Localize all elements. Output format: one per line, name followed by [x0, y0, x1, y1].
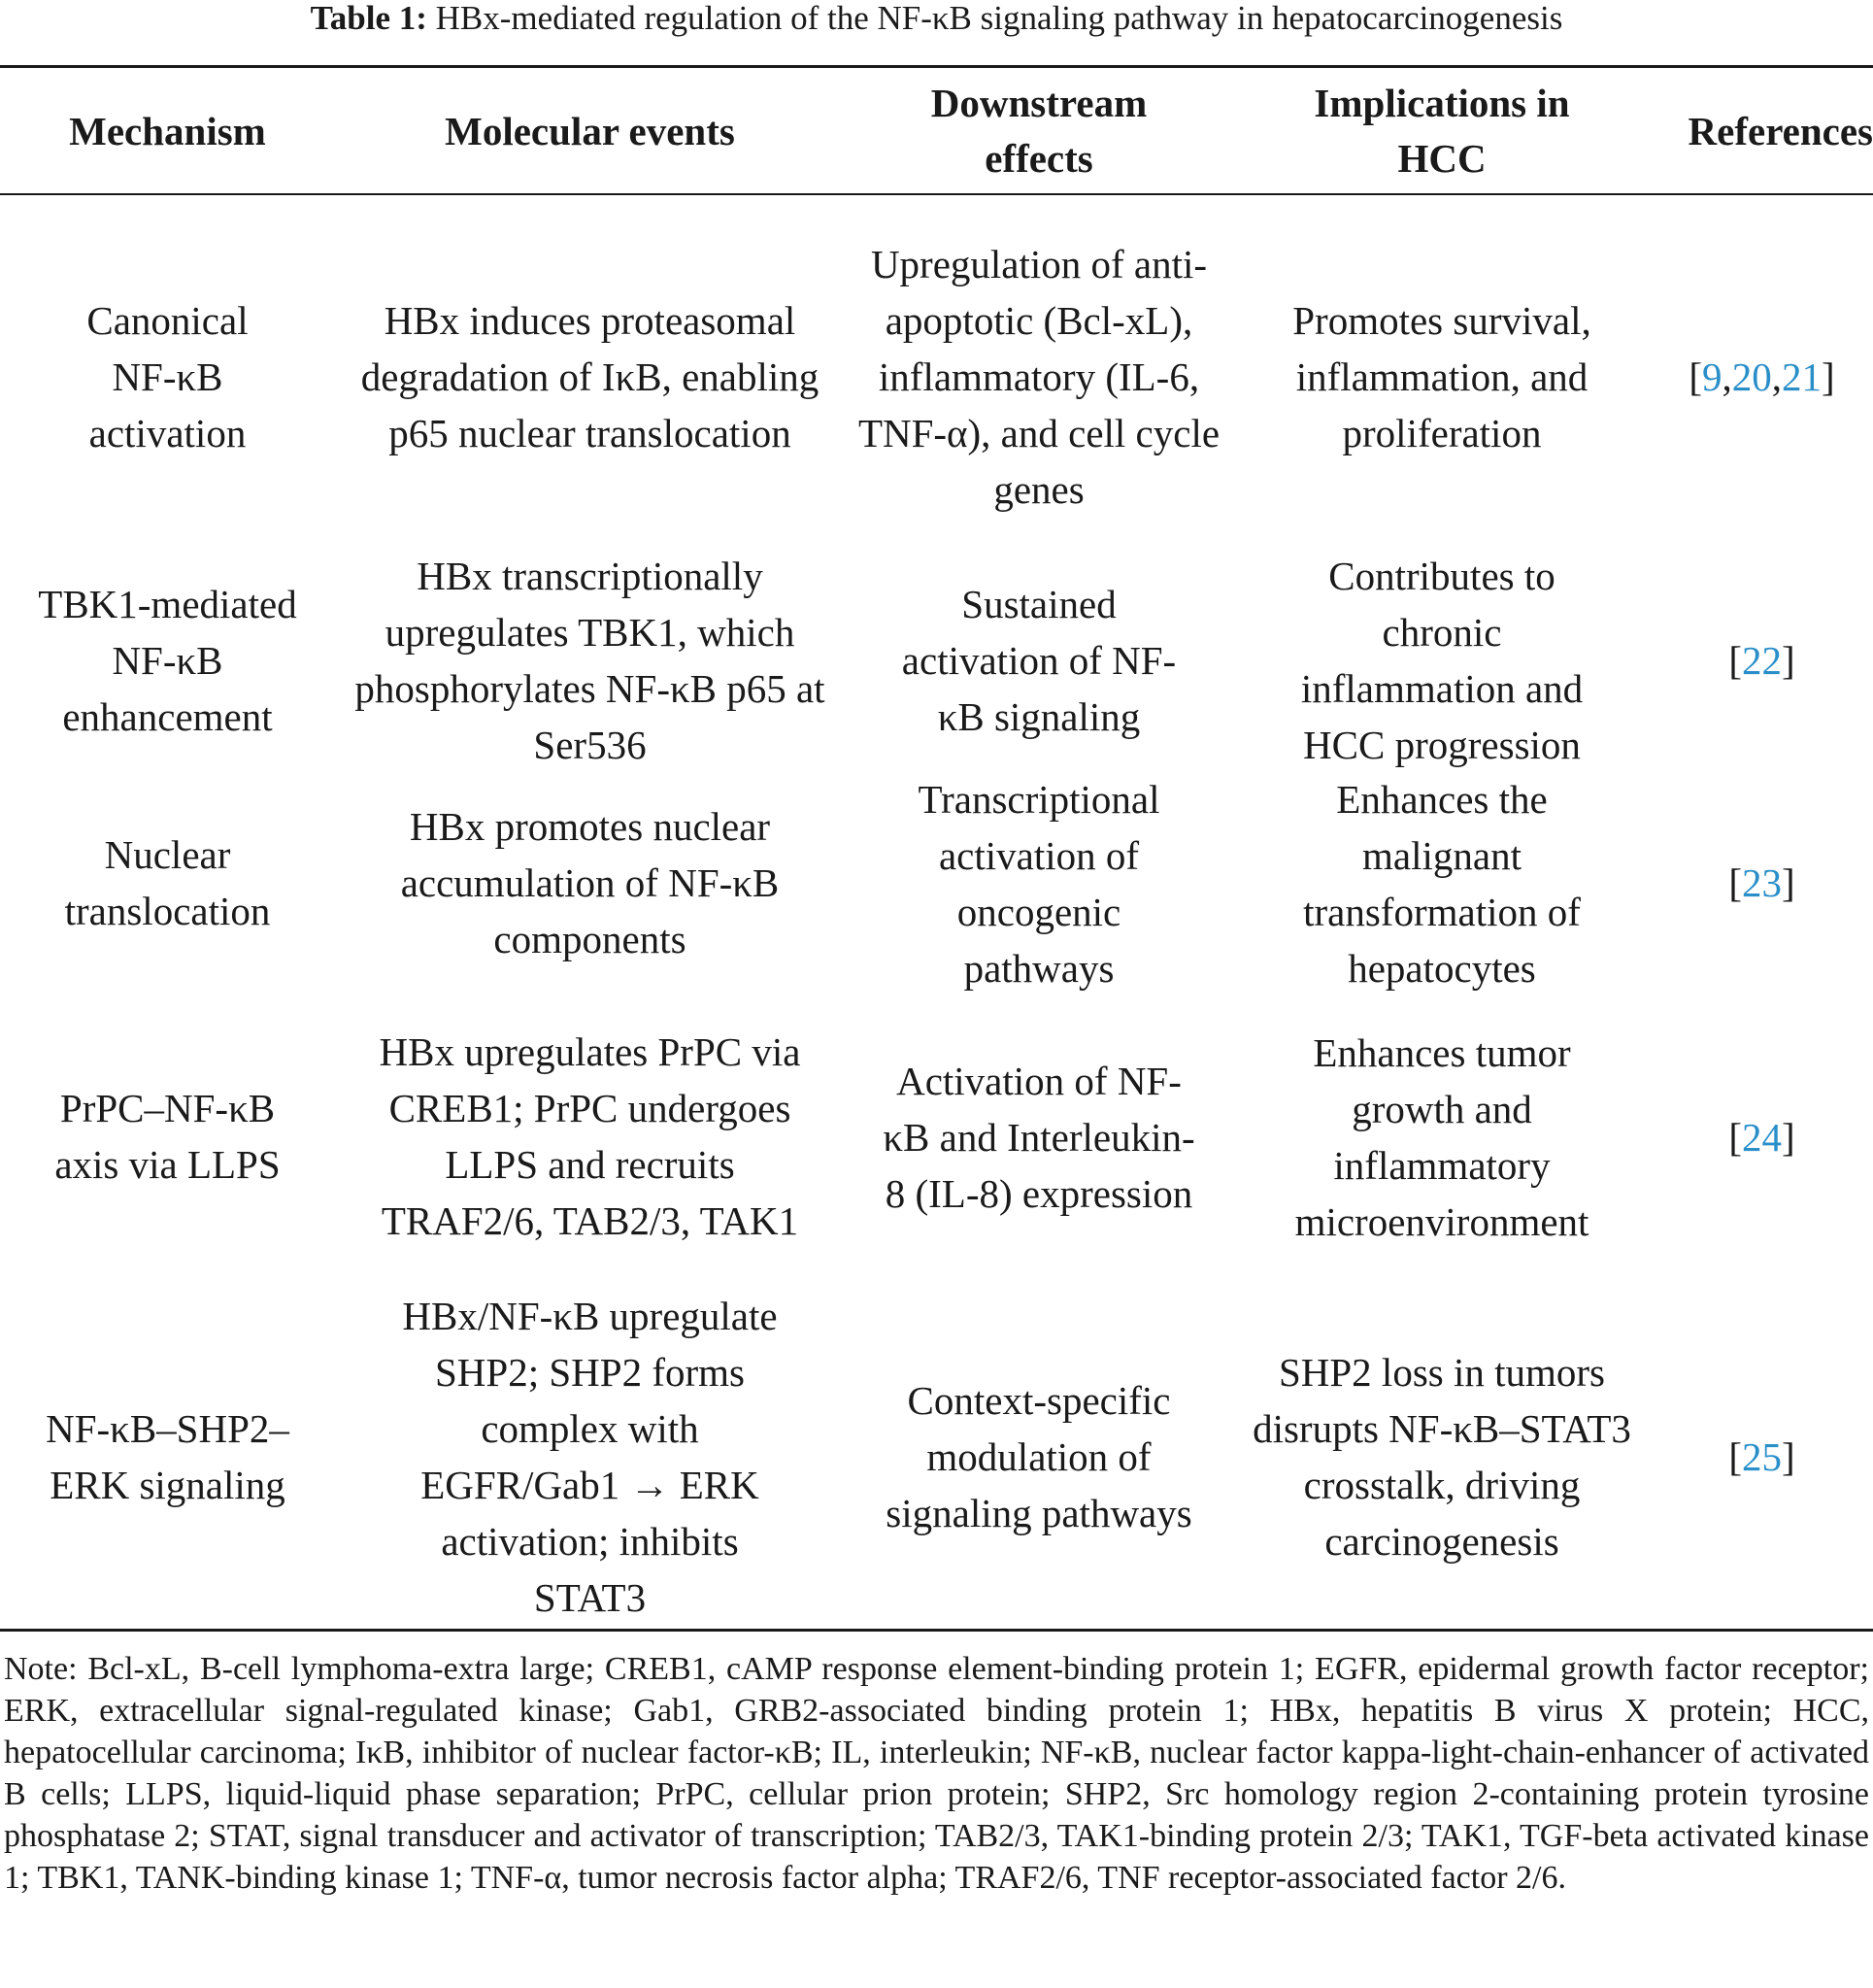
citation: [1728, 1109, 1794, 1165]
citation-close-bracket: ]: [1782, 860, 1795, 905]
citation-close-bracket: ]: [1782, 638, 1795, 683]
row-5-mechanism: NF-κB–SHP2–ERK signaling: [46, 1406, 289, 1507]
citation: [1728, 632, 1794, 689]
citation-open-bracket: [: [1728, 1115, 1742, 1160]
reference-link[interactable]: 9: [1702, 354, 1722, 399]
reference-link[interactable]: 25: [1742, 1434, 1782, 1479]
citation: [1689, 349, 1834, 405]
row-3-events: HBx promotes nuclear accumulation of NF-κB components: [400, 804, 780, 961]
citation: [1728, 1429, 1794, 1485]
header-references: References: [1688, 108, 1873, 153]
row-2-events: HBx transcriptionally upregulates TBK1, which phosphorylates NF-κB p65 at Ser536: [354, 554, 825, 767]
citation-open-bracket: [: [1689, 354, 1702, 399]
row-1-events: HBx induces proteasomal degradation of IκB, enabling p65 nuclear translocation: [360, 298, 819, 455]
row-3-implications: Enhances the malignant transformation of hepatocytes: [1303, 777, 1581, 991]
row-1-references: [1651, 202, 1873, 552]
row-2-references: [1651, 546, 1873, 775]
reference-link[interactable]: 21: [1782, 354, 1822, 399]
citation-open-bracket: [: [1728, 638, 1742, 683]
citation-open-bracket: [: [1728, 1434, 1742, 1479]
citation-close-bracket: ]: [1782, 1115, 1795, 1160]
citation: [1728, 855, 1794, 911]
row-3-mechanism: Nuclear translocation: [64, 832, 271, 933]
header-mechanism: Mechanism: [69, 108, 266, 153]
citation-close-bracket: ]: [1782, 1434, 1795, 1479]
row-4-implications: Enhances tumor growth and inflammatory microenvironment: [1294, 1030, 1589, 1244]
row-4-mechanism: PrPC–NF-κB axis via LLPS: [54, 1086, 281, 1187]
table-caption-label: Table 1:: [310, 0, 427, 37]
header-downstream-effects: Downstream effects: [930, 81, 1148, 181]
row-5-implications: SHP2 loss in tumors disrupts NF-κB–STAT3 crosstalk, driving carcinogenesis: [1253, 1350, 1631, 1564]
reference-link[interactable]: 20: [1731, 354, 1772, 399]
citation-separator: ,: [1771, 354, 1782, 399]
citation-open-bracket: [: [1728, 860, 1742, 905]
table-bottom-rule: [0, 1629, 1873, 1632]
row-3-effects: Transcriptional activation of oncogenic pathways: [918, 777, 1160, 991]
row-1-effects: Upregulation of anti-apoptotic (Bcl-xL), inflammatory (IL-6, TNF-α), and cell cycle genes: [857, 242, 1221, 512]
header-molecular-events: Molecular events: [445, 108, 735, 153]
reference-link[interactable]: 22: [1742, 638, 1782, 683]
table-note: Note: Bcl-xL, B-cell lymphoma-extra large; CREB1, cAMP response element-binding protein 1; EGFR, epidermal growth factor receptor; ERK, extracellular signal-regulated kinase; Gab1, GRB2-associated binding protein 1; HBx, hepatitis B virus X protein; HCC, hepatocellular carcinoma; IκB, inhibitor of nuclear factor-κB; IL, interleukin; NF-κB, nuclear factor kappa-light-chain-enhancer of activated B cells; LLPS, liquid-liquid phase separation; PrPC, cellular prion protein; SHP2, Src homology region 2-containing protein tyrosine phosphatase 2; STAT, signal transducer and activator of transcription; TAB2/3, TAK1-binding protein 2/3; TAK1, TGF-beta activated kinase 1; TBK1, TANK-binding kinase 1; TNF-α, tumor necrosis factor alpha; TRAF2/6, TNF receptor-associated factor 2/6.: [4, 1651, 1869, 1896]
reference-link[interactable]: 24: [1742, 1115, 1782, 1160]
table-top-rule: [0, 65, 1873, 68]
header-implications: Implications in HCC: [1314, 81, 1570, 181]
row-4-events: HBx upregulates PrPC via CREB1; PrPC undergoes LLPS and recruits TRAF2/6, TAB2/3, TAK1: [379, 1029, 801, 1243]
citation-separator: ,: [1722, 354, 1732, 399]
table-caption-text: HBx-mediated regulation of the NF-κB signaling pathway in hepatocarcinogenesis: [435, 0, 1563, 37]
row-5-events: HBx/NF-κB upregulate SHP2; SHP2 forms complex with EGFR/Gab1 → ERK activation; inhibits STAT3: [402, 1294, 778, 1620]
row-5-effects: Context-specific modulation of signaling pathways: [886, 1378, 1192, 1535]
row-2-effects: Sustained activation of NF-κB signaling: [901, 582, 1177, 739]
row-4-references: [1651, 1025, 1873, 1250]
row-1-implications: Promotes survival, inflammation, and proliferation: [1292, 298, 1591, 455]
header-rule: [0, 193, 1873, 195]
row-1-mechanism: Canonical NF-κB activation: [86, 298, 249, 455]
reference-link[interactable]: 23: [1742, 860, 1782, 905]
row-4-effects: Activation of NF-κB and Interleukin-8 (IL-8) expression: [883, 1059, 1195, 1216]
row-5-references: [1651, 1287, 1873, 1627]
table-caption: [0, 0, 1873, 39]
citation-close-bracket: ]: [1822, 354, 1835, 399]
row-3-references: [1651, 794, 1873, 971]
row-2-implications: Contributes to chronic inflammation and HCC progression: [1300, 554, 1584, 767]
row-2-mechanism: TBK1-mediated NF-κB enhancement: [38, 582, 297, 739]
